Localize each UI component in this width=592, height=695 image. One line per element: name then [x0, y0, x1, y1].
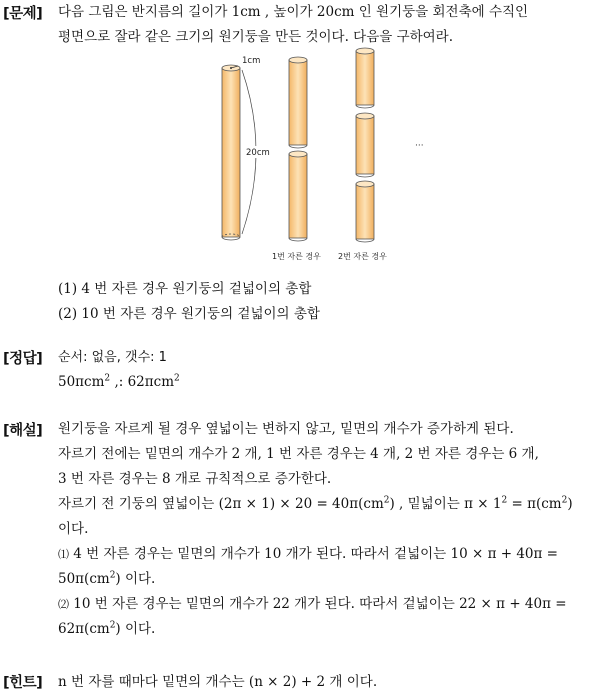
caption-cut-twice: 2번 자른 경우	[338, 252, 387, 261]
cylinder-cut-once	[289, 57, 307, 241]
answer-line-2: 50πcm$^2$ ,: 62πcm$^2$	[58, 373, 180, 390]
explanation-tag: [해설]	[3, 423, 43, 439]
radius-label: 1cm	[242, 56, 261, 66]
explanation-line-2: 자르기 전에는 밑면의 개수가 2 개, 1 번 자른 경우는 4 개, 2 번 자른 경우는 6 개,	[58, 446, 539, 462]
question-1: (1) 4 번 자른 경우 원기둥의 겉넓이의 총합	[58, 281, 312, 297]
explanation-line-1: 원기둥을 자르게 될 경우 옆넓이는 변하지 않고, 밑면의 개수가 증가하게 된다.	[58, 421, 514, 437]
question-2: (2) 10 번 자른 경우 원기둥의 겉넓이의 총합	[58, 306, 320, 322]
explanation-line-6: ⑴ 4 번 자른 경우는 밑면의 개수가 10 개가 된다. 따라서 겉넓이는 10 × π + 40π =	[58, 546, 558, 562]
explanation-line-3: 3 번 자른 경우는 8 개로 규칙적으로 증가한다.	[58, 471, 332, 487]
height-label: 20cm	[246, 148, 270, 158]
caption-cut-once: 1번 자른 경우	[272, 252, 321, 261]
problem-line-1: 다음 그림은 반지름의 길이가 1cm , 높이가 20cm 인 원기둥을 회전축에 수직인	[58, 4, 529, 20]
explanation-line-4: 자르기 전 기둥의 옆넓이는 $(2\pi \times 1) \times 20 = 40\pi(cm^2)$ , 밑넓이는 $\pi \times 1^2 = \pi(cm^2)$	[58, 495, 573, 512]
cylinder-figure	[200, 46, 440, 268]
cylinder-cut-twice	[356, 48, 374, 242]
problem-line-2: 평면으로 잘라 같은 크기의 원기둥을 만든 것이다. 다음을 구하여라.	[58, 29, 454, 45]
explanation-line-5: 이다.	[58, 521, 89, 537]
explanation-line-9: $62\pi(cm^2)$ 이다.	[58, 620, 156, 637]
explanation-line-7: $50\pi(cm^2)$ 이다.	[58, 570, 156, 587]
ellipsis-mark: ···	[415, 141, 424, 151]
hint-tag: [힌트]	[3, 675, 43, 691]
answer-line-1: 순서: 없음, 갯수: 1	[58, 350, 167, 365]
hint-line: n 번 자를 때마다 밑면의 개수는 (n × 2) + 2 개 이다.	[58, 674, 378, 690]
explanation-line-8: ⑵ 10 번 자른 경우는 밑면의 개수가 22 개가 된다. 따라서 겉넓이는 22 × π + 40π =	[58, 596, 567, 612]
answer-tag: [정답]	[3, 351, 43, 367]
problem-tag: [문제]	[3, 6, 43, 22]
